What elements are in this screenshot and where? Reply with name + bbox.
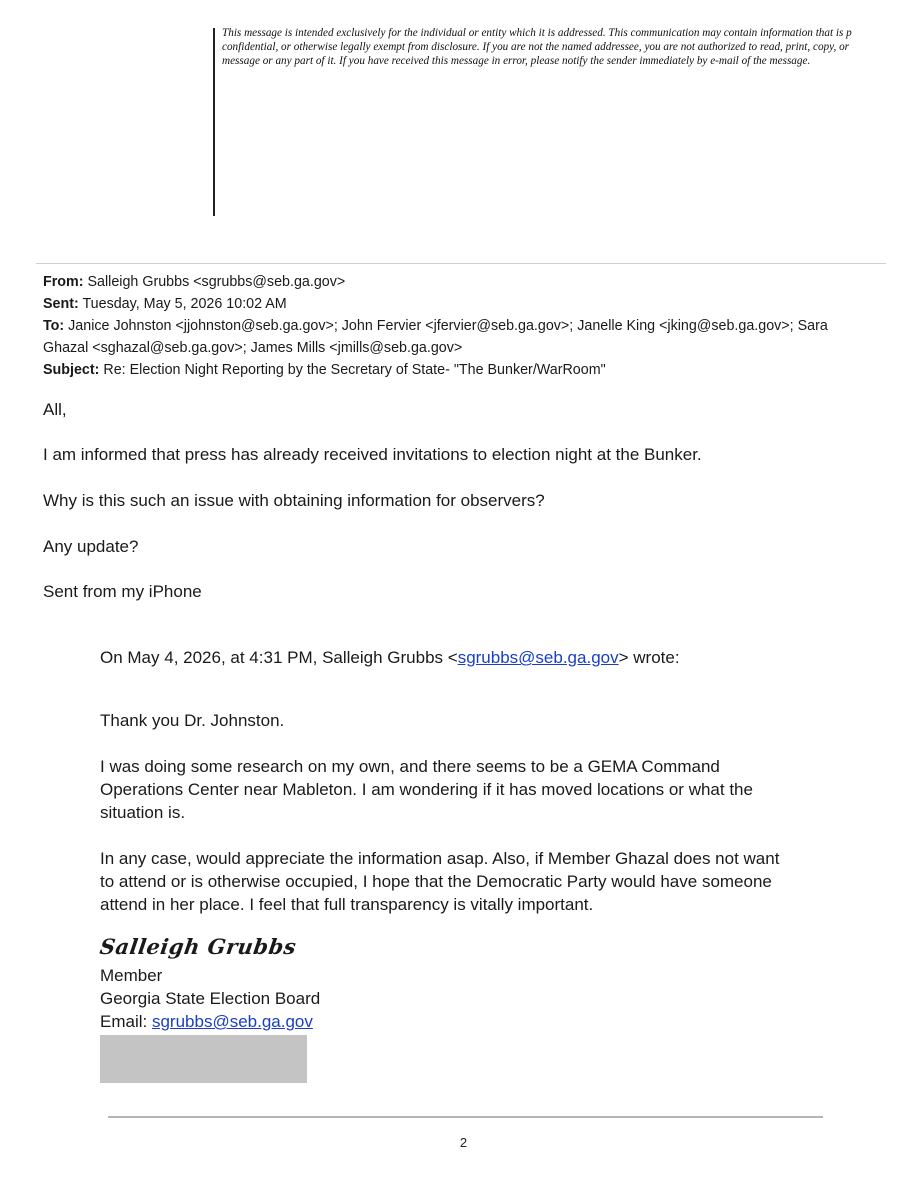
subject-row (43, 359, 903, 381)
body-paragraph: I am informed that press has already received invitations to election night at the Bunker. (43, 445, 702, 464)
quoted-intro (100, 646, 680, 669)
to-value-continued: Ghazal <sghazal@seb.ga.gov>; James Mills <jmills@seb.ga.gov> (43, 340, 463, 356)
quoted-intro-prefix: On May 4, 2026, at 4:31 PM, Salleigh Grubbs < (100, 648, 458, 667)
signature-org: Georgia State Election Board (100, 989, 321, 1008)
quoted-line: In any case, would appreciate the information asap. Also, if Member Ghazal does not want (100, 849, 780, 868)
signature-block (100, 964, 320, 1033)
subject-value: Re: Election Night Reporting by the Secretary of State- "The Bunker/WarRoom" (103, 362, 606, 378)
redaction-box (100, 1035, 307, 1083)
disclaimer-line: confidential, or otherwise legally exempt from disclosure. If you are not the named addressee, you are not authorized to read, print, copy, or (222, 41, 850, 53)
footer-divider (108, 1116, 823, 1118)
signature-title: Member (100, 966, 163, 985)
subject-label: Subject: (43, 362, 100, 378)
to-value: Janice Johnston <jjohnston@seb.ga.gov>; John Fervier <jfervier@seb.ga.gov>; Janelle King <jking@seb.ga.gov>; Sara (68, 318, 828, 334)
to-row (43, 315, 903, 337)
quoted-line: situation is. (100, 803, 186, 822)
signature-email-link[interactable]: sgrubbs@seb.ga.gov (151, 1012, 313, 1031)
to-row-continued (43, 337, 903, 359)
sent-value: Tuesday, May 5, 2026 10:02 AM (82, 296, 287, 312)
quoted-paragraph (100, 755, 753, 824)
to-label: To: (43, 318, 65, 334)
quoted-thanks: Thank you Dr. Johnston. (100, 711, 285, 730)
from-row (43, 271, 903, 293)
left-margin-bar (213, 28, 215, 216)
quoted-intro-suffix: > wrote: (618, 648, 680, 667)
confidentiality-disclaimer (222, 26, 921, 68)
quoted-line: I was doing some research on my own, and there seems to be a GEMA Command (100, 757, 720, 776)
quoted-email-link[interactable]: sgrubbs@seb.ga.gov (457, 648, 619, 667)
body-paragraph: Why is this such an issue with obtaining information for observers? (43, 491, 545, 510)
from-value: Salleigh Grubbs <sgrubbs@seb.ga.gov> (87, 274, 346, 290)
quoted-line: to attend or is otherwise occupied, I hope that the Democratic Party would have someone (100, 872, 772, 891)
disclaimer-line: message or any part of it. If you have received this message in error, please notify the sender immediately by e-mail of the message. (222, 55, 811, 67)
quoted-paragraph (100, 847, 779, 916)
page-number (0, 1135, 921, 1150)
page-number-value: 2 (459, 1135, 468, 1150)
sent-label: Sent: (43, 296, 79, 312)
email-header (43, 271, 903, 381)
signature: Salleigh Grubbs (98, 934, 299, 959)
signature-email-label: Email: (100, 1012, 152, 1031)
quoted-line: Operations Center near Mableton. I am wondering if it has moved locations or what the (100, 780, 753, 799)
from-label: From: (43, 274, 84, 290)
body-paragraph: Any update? (43, 537, 139, 556)
quoted-line: attend in her place. I feel that full transparency is vitally important. (100, 895, 594, 914)
signature-email-row (100, 1010, 320, 1033)
header-divider (36, 263, 886, 264)
disclaimer-line: This message is intended exclusively for the individual or entity which it is addressed. This communication may contain information that is p (222, 27, 852, 39)
sent-from-line: Sent from my iPhone (43, 582, 202, 601)
greeting: All, (43, 400, 67, 419)
sent-row (43, 293, 903, 315)
